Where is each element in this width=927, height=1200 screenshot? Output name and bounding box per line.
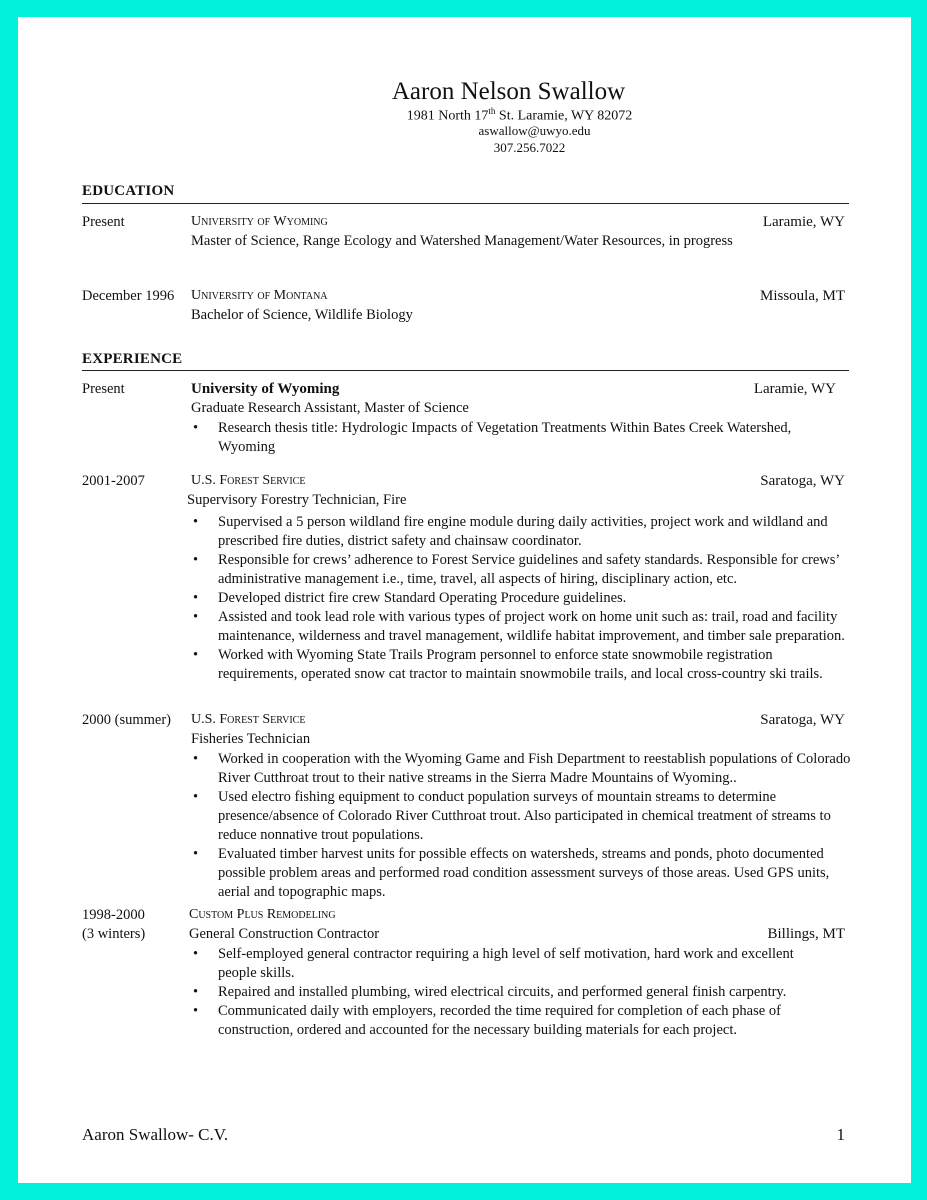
bullet-icon: •: [193, 789, 199, 805]
list-item: [191, 551, 851, 589]
list-item: [191, 419, 841, 457]
edu-1-degree: Master of Science, Range Ecology and Watershed Management/Water Resources, in progress: [191, 233, 733, 249]
edu-2-org: University of Montana: [191, 288, 328, 303]
job-4-date-note: (3 winters): [82, 926, 146, 942]
bullet-icon: •: [193, 846, 199, 862]
job-3-date: 2000 (summer): [82, 712, 171, 728]
job-3-role: Fisheries Technician: [191, 731, 311, 747]
list-item: [191, 1002, 831, 1040]
job-2-role: Supervisory Forestry Technician, Fire: [187, 492, 407, 508]
job-2-org: U.S. Forest Service: [191, 473, 306, 488]
job-1-org: University of Wyoming: [191, 381, 340, 397]
bullet-text: Self-employed general contractor requiring a high level of self motivation, hard work and excellent people skills.: [218, 946, 794, 981]
job-1-location: Laramie, WY: [753, 381, 836, 397]
candidate-name: Aaron Nelson Swallow: [391, 78, 626, 105]
edu-1-location: Laramie, WY: [762, 214, 845, 230]
bullet-text: Assisted and took lead role with various types of project work on home unit such as: trail, road and facility maintenance, wilderness and travel management, wildlife habitat improvement, and timber sale preparation.: [218, 609, 845, 644]
edu-1-org: University of Wyoming: [191, 214, 328, 229]
list-item: [191, 845, 859, 902]
job-1-role: Graduate Research Assistant, Master of Science: [191, 400, 469, 416]
job-3-bullets: [191, 750, 859, 902]
bullet-icon: •: [193, 946, 199, 962]
job-4-location: Billings, MT: [767, 926, 845, 942]
bullet-text: Worked in cooperation with the Wyoming Game and Fish Department to reestablish populations of Colorado River Cutthroat trout to their native streams in the Sierra Madre Mountains of Wyoming..: [218, 751, 851, 786]
footer-title: Aaron Swallow- C.V.: [82, 1125, 229, 1144]
bullet-icon: •: [193, 1003, 199, 1019]
bullet-icon: •: [193, 647, 199, 663]
job-2-date: 2001-2007: [82, 473, 145, 489]
job-1-date: Present: [82, 381, 125, 397]
bullet-text: Used electro fishing equipment to conduct population surveys of mountain streams to determine presence/absence of Colorado River Cutthroat trout. Also participated in chemical treatment of streams to reduce nonnative trout populations.: [218, 789, 831, 843]
list-item: [191, 945, 831, 983]
bullet-icon: •: [193, 590, 199, 606]
edu-2-date: December 1996: [82, 288, 175, 304]
edu-1-date: Present: [82, 214, 125, 230]
address-city: St. Laramie, WY 82072: [495, 108, 633, 124]
bullet-text: Repaired and installed plumbing, wired electrical circuits, and performed general finish carpentry.: [218, 984, 787, 1000]
bullet-icon: •: [193, 751, 199, 767]
page-number: 1: [836, 1125, 845, 1144]
job-1-bullets: [191, 419, 841, 457]
experience-rule: [82, 370, 849, 371]
job-3-location: Saratoga, WY: [760, 712, 845, 728]
list-item: [191, 750, 859, 788]
job-4-bullets: [191, 945, 831, 1040]
bullet-text: Responsible for crews’ adherence to Forest Service guidelines and safety standards. Responsible for crews’ administrative management i.e., time, travel, all aspects of hiring, disciplinary action, etc.: [218, 552, 840, 587]
list-item: [191, 788, 859, 845]
bullet-text: Communicated daily with employers, recorded the time required for completion of each phase of construction, ordered and accounted for the necessary building materials for each project.: [218, 1003, 781, 1038]
address-ordinal: th: [488, 106, 496, 116]
job-2-location: Saratoga, WY: [760, 473, 845, 489]
education-rule: [82, 203, 849, 204]
list-item: [191, 983, 831, 1002]
bullet-icon: •: [193, 552, 199, 568]
edu-2-degree: Bachelor of Science, Wildlife Biology: [191, 307, 413, 323]
job-4-org: Custom Plus Remodeling: [189, 907, 336, 922]
education-heading: EDUCATION: [82, 183, 175, 199]
bullet-text: Research thesis title: Hydrologic Impacts of Vegetation Treatments Within Bates Creek Watershed, Wyoming: [218, 420, 792, 455]
list-item: [191, 608, 851, 646]
email: aswallow@uwyo.edu: [478, 123, 591, 138]
edu-2-location: Missoula, MT: [759, 288, 845, 304]
job-4-date: 1998-2000: [82, 907, 145, 923]
address: [18, 106, 911, 125]
experience-heading: EXPERIENCE: [82, 351, 183, 367]
bullet-icon: •: [193, 984, 199, 1000]
phone: 307.256.7022: [493, 140, 566, 155]
bullet-text: Evaluated timber harvest units for possible effects on watersheds, streams and ponds, photo documented possible problem areas and performed road condition assessment surveys of those areas. Used GPS units, aerial and topographic maps.: [218, 846, 830, 900]
bullet-text: Supervised a 5 person wildland fire engine module during daily activities, project work and wildland and prescribed fire duties, district safety and chainsaw coordinator.: [218, 514, 828, 549]
bullet-icon: •: [193, 420, 199, 436]
resume-page: [18, 17, 911, 1183]
list-item: [191, 589, 851, 608]
list-item: [191, 646, 851, 684]
bullet-icon: •: [193, 514, 199, 530]
job-3-org: U.S. Forest Service: [191, 712, 306, 727]
bullet-text: Worked with Wyoming State Trails Program personnel to enforce state snowmobile registration requirements, operated snow cat tractor to maintain snowmobile trails, and local cross-country ski trails.: [218, 647, 823, 682]
address-street: 1981 North 17: [406, 108, 489, 124]
list-item: [191, 513, 851, 551]
bullet-icon: •: [193, 609, 199, 625]
job-2-bullets: [191, 513, 851, 684]
bullet-text: Developed district fire crew Standard Operating Procedure guidelines.: [218, 590, 627, 606]
job-4-role: General Construction Contractor: [189, 926, 380, 942]
